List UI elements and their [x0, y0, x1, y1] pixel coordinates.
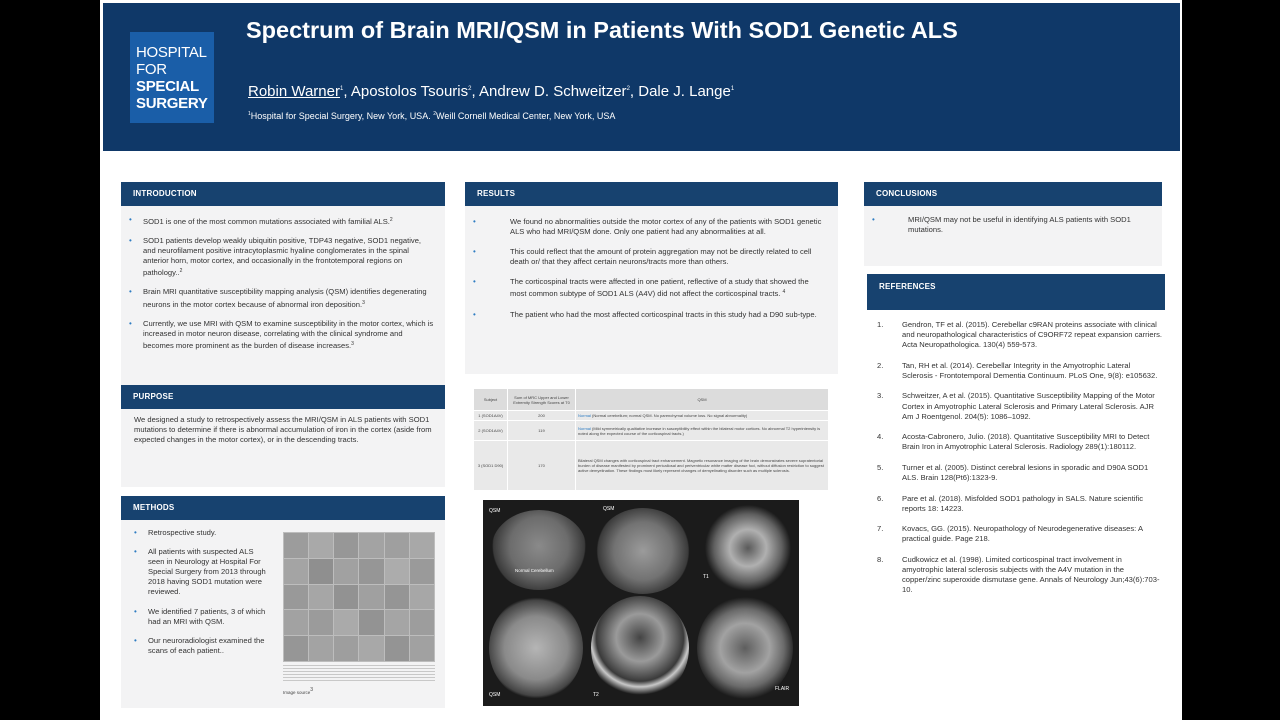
introduction-panel	[121, 206, 445, 388]
affiliations	[248, 111, 615, 121]
references-list	[867, 320, 1162, 606]
results-bullet: • The corticospinal tracts were affected in one patient, reflective of a study that showed the most common subtype of SOD1 ALS (A4V) did not affect the corticospinal tracts. $^4$	[465, 277, 826, 299]
reference-item: 5. Turner et al. (2005). Distinct cerebral lesions in sporadic and D90A SOD1 ALS. Brain 128(Pt6):1323-9.	[877, 462, 1149, 483]
table-cell: 170	[508, 441, 576, 491]
author-name: Andrew D. Schweitzer	[479, 83, 627, 100]
reference-item: 2. Tan, RH et al. (2014). Cerebellar Integrity in the Amyotrophic Lateral Sclerosis - Frontotemporal Dementia Continuum. PLoS One, 9(8): e105632.	[877, 360, 1158, 380]
reference-item: 7. Kovacs, GG. (2015). Neuropathology of Neurodegenerative diseases: A practical guide. Page 218.	[877, 524, 1143, 544]
conclusion-bullet: • MRI/QSM may not be useful in identifying ALS patients with SOD1 mutations.	[864, 215, 1152, 235]
image-label: Normal Cerebellum	[515, 568, 554, 573]
table-cell: Normal (Mild symmetrically qualitative increase in susceptibility effect within the bilateral motor cortices. No abnormal T2 hyperintensity is noted along the expected course of the corticospinal tracts.)	[576, 421, 829, 441]
references-heading: REFERENCES	[867, 274, 1165, 310]
table-cell: 200	[508, 411, 576, 421]
table-cell: Normal (Normal cerebellum; normal QSM. No parenchymal volume loss. No signal abnormality)	[576, 411, 829, 421]
affil-sup: 2	[433, 111, 436, 117]
intro-bullet: • SOD1 is one of the most common mutations associated with familial ALS.$^2$	[121, 215, 435, 227]
methods-bullet: • Retrospective study.	[126, 528, 271, 538]
logo-line: HOSPITAL	[136, 44, 207, 61]
table-row	[474, 441, 829, 491]
table-header: QSM	[576, 389, 829, 411]
methods-panel	[121, 520, 445, 708]
author-list: Robin Warner$^1$, Apostolos Tsouris$^2$, Andrew D. Schweitzer$^2$, Dale J. Lange$^1$	[248, 83, 735, 100]
brain-scan-image	[591, 596, 689, 700]
image-label: QSM	[489, 508, 501, 514]
author-sup: 2	[626, 86, 630, 92]
image-label: T1	[703, 574, 709, 580]
poster-title: Spectrum of Brain MRI/QSM in Patients With SOD1 Genetic ALS	[246, 17, 958, 43]
hss-logo	[130, 32, 214, 123]
reference-item: 3. Schweitzer, A et al. (2015). Quantitative Susceptibility Mapping of the Motor Cortex in Amyotrophic Lateral Sclerosis and Primary Lateral Sclerosis. AJR Am J Roentgenol. 204(5): 1086–1092.	[877, 391, 1155, 421]
logo-line: FOR	[136, 61, 167, 78]
methods-bullet: • We identified 7 patients, 3 of which had an MRI with QSM.	[126, 607, 271, 627]
results-heading: RESULTS	[465, 182, 838, 206]
logo-line: SURGERY	[136, 95, 208, 112]
table-cell: 119	[508, 421, 576, 441]
image-caption	[283, 665, 435, 681]
conclusions-heading: CONCLUSIONS	[864, 182, 1162, 206]
poster-header	[103, 3, 1180, 151]
affiliation-1: Hospital for Special Surgery, New York, USA.	[250, 111, 431, 121]
image-label: T2	[593, 692, 599, 698]
mri-image-panel	[483, 500, 799, 706]
poster	[100, 0, 1182, 720]
table-row	[474, 421, 829, 441]
author-name: Apostolos Tsouris	[350, 83, 469, 100]
image-label: QSM	[489, 692, 501, 698]
table-row	[474, 411, 829, 421]
table-header: Sum of MRC Upper and Lower Extremity Strength Scores at T0	[508, 389, 576, 411]
methods-bullet: • All patients with suspected ALS seen in Neurology at Hospital For Special Surgery from 2013 through 2018 having SOD1 mutation were reviewed.	[126, 547, 271, 597]
reference-item: 6. Pare et al. (2018). Misfolded SOD1 pathology in SALS. Nature scientific reports 18: 14223.	[877, 493, 1144, 513]
image-source-label: Image source$^3$	[283, 687, 314, 695]
intro-bullet: • Currently, we use MRI with QSM to examine susceptibility in the motor cortex, which is increased in motor neuron disease, correlating with the clinical syndrome and becomes more prominent as the burden of disease increases.$^3$	[121, 319, 435, 351]
table-header: Subject	[474, 389, 508, 411]
author-name: Dale J. Lange	[638, 83, 731, 100]
results-table	[473, 388, 829, 491]
brain-scan-image	[491, 510, 587, 590]
results-bullet: • We found no abnormalities outside the motor cortex of any of the patients with SOD1 genetic ALS who had MRI/QSM done. Only one patient had any abnormalities at all.	[465, 217, 826, 237]
table-cell: 3 (SOD1 D90)	[474, 441, 508, 491]
results-bullet: • This could reflect that the amount of protein aggregation may not be directly related to cell death or/ that they affect certain neurons/tracts more than others.	[465, 247, 826, 267]
table-cell: Bilateral QSM changes with corticospinal tract enhancement. Magnetic resonance imaging of the brain demonstrates severe supratentorial burden of disease manifested by prominent pericallosal and periventricular white matter disease foci, without diffusion restriction to suggest active demyelination. These findings most likely represent changes of demyelinating disorder such as multiple sclerosis.	[576, 441, 829, 491]
logo-line: SPECIAL	[136, 78, 199, 95]
methods-heading: METHODS	[121, 496, 445, 520]
methods-bullet: • Our neuroradiologist examined the scans of each patient..	[126, 636, 271, 656]
affil-sup: 1	[248, 111, 251, 117]
author-sup: 2	[468, 86, 472, 92]
reference-item: 8. Cudkowicz et al. (1998). Limited corticospinal tract involvement in amyotrophic lateral sclerosis subjects with the A4V mutation in the copper/zinc superoxide dismutase gene. Annals of Neurology Jun;43(6):703-10.	[877, 555, 1160, 595]
brain-scan-image	[705, 504, 791, 592]
author-sup: 1	[730, 86, 735, 92]
purpose-panel	[121, 409, 445, 487]
table-cell: 1 (SOD1A4V)	[474, 411, 508, 421]
table-header-row	[474, 389, 829, 411]
image-label: QSM	[603, 506, 615, 512]
results-panel	[465, 206, 838, 374]
brain-scan-image	[595, 508, 691, 594]
affiliation-2: Weill Cornell Medical Center, New York, USA	[436, 111, 616, 121]
purpose-text: We designed a study to retrospectively assess the MRI/QSM in ALS patients with SOD1 mutations to determine if there is abnormal accumulation of iron in the cortex (aside from expected changes in the motor cortex), or in the descending tracts.	[134, 415, 432, 445]
table-cell: 2 (SOD1A4V)	[474, 421, 508, 441]
author-name: Robin Warner	[248, 83, 340, 100]
reference-item: 1. Gendron, TF et al. (2015). Cerebellar c9RAN proteins associate with clinical and neuropathological characteristics of C9ORF72 repeat expansion carriers. Acta Neuropathologica. 130(4) 559-573.	[877, 320, 1163, 350]
results-bullet: • The patient who had the most affected corticospinal tracts in this study had a D90 sub-type.	[465, 310, 826, 320]
introduction-heading: INTRODUCTION	[121, 182, 445, 206]
reference-item: 4. Acosta-Cabronero, Julio. (2018). Quantitative Susceptibility MRI to Detect Brain Iron in Amyotrophic Lateral Sclerosis. Radiology 289(1):180112.	[877, 432, 1150, 452]
purpose-heading: PURPOSE	[121, 385, 445, 409]
intro-bullet: • SOD1 patients develop weakly ubiquitin positive, TDP43 negative, SOD1 negative, and neurofilament positive intracytoplasmic hyaline conglomerates in the spinal anterior horn, motor cortex, and occasionally in the frontotemporal regions on pathology..$^2$	[121, 236, 435, 278]
conclusions-panel	[864, 206, 1162, 266]
brain-scan-image	[489, 596, 583, 700]
image-label: FLAIR	[775, 686, 790, 692]
mri-image-grid	[283, 532, 435, 662]
brain-scan-image	[697, 596, 793, 700]
intro-bullet: • Brain MRI quantitative susceptibility mapping analysis (QSM) identifies degenerating neurons in the motor cortex because of abnormal iron deposition.$^3$	[121, 287, 435, 309]
author-sup: 1	[339, 86, 344, 92]
